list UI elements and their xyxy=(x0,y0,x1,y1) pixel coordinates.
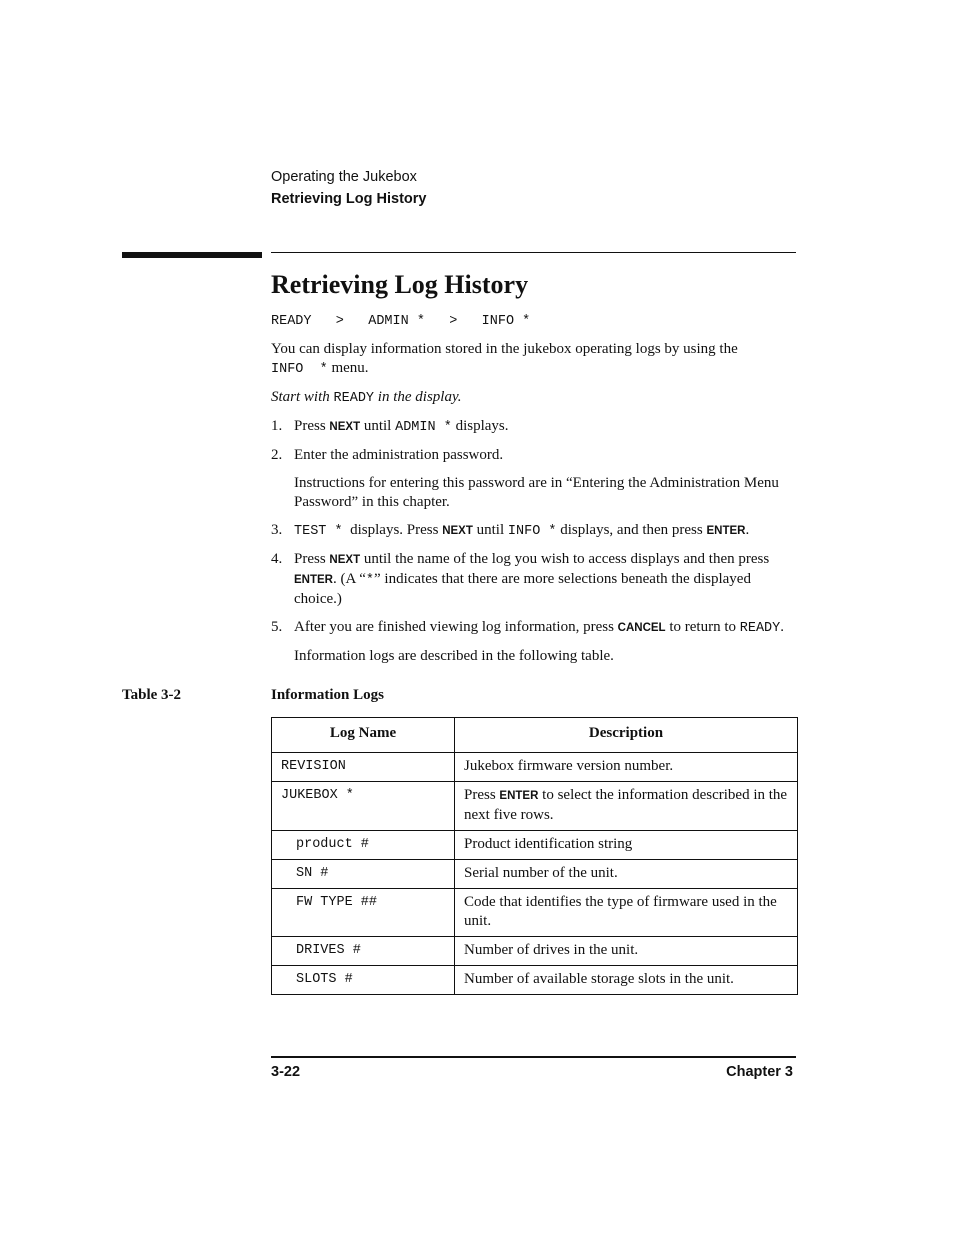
step-note: Instructions for entering this password are in “Entering the Administration Menu Password” in this chapter. xyxy=(294,475,779,510)
step-2 xyxy=(271,446,796,465)
key-next: NEXT xyxy=(442,525,473,537)
table-header-row xyxy=(272,718,798,753)
main-content xyxy=(271,268,796,675)
display-code: * xyxy=(365,573,375,588)
log-name-cell: SLOTS # xyxy=(272,966,455,995)
display-code: ADMIN * xyxy=(395,420,452,435)
step-4 xyxy=(271,550,796,609)
step-text: displays, and then press xyxy=(556,522,707,538)
table-intro xyxy=(271,647,796,666)
log-name-cell: product # xyxy=(272,831,455,860)
display-code: INFO * xyxy=(507,524,557,539)
start-prefix: Start with xyxy=(271,389,334,405)
table-row xyxy=(272,966,798,995)
step-text: to return to xyxy=(665,619,740,635)
log-name-cell: SN # xyxy=(272,860,455,889)
procedure-steps xyxy=(271,417,796,666)
step-text: until xyxy=(360,418,396,434)
section-rule-thin xyxy=(271,252,796,253)
intro-code: INFO * xyxy=(271,362,328,377)
step-text: . xyxy=(780,619,785,635)
step-number: 2. xyxy=(271,447,283,463)
table-caption-title: Information Logs xyxy=(271,687,384,703)
footer-rule xyxy=(271,1056,796,1058)
start-suffix: in the display. xyxy=(374,389,462,405)
start-code: READY xyxy=(333,391,375,406)
key-enter: ENTER xyxy=(499,790,539,802)
description-cell: Jukebox firmware version number. xyxy=(455,753,798,782)
column-header-log-name: Log Name xyxy=(272,718,455,753)
step-text: displays. xyxy=(451,418,509,434)
table-row xyxy=(272,831,798,860)
description-cell: Code that identifies the type of firmware used in the unit. xyxy=(455,889,798,937)
section-title: Retrieving Log History xyxy=(271,270,529,299)
step-text: until xyxy=(472,522,508,538)
information-logs-table xyxy=(271,717,798,995)
log-name-cell: FW TYPE ## xyxy=(272,889,455,937)
table-row xyxy=(272,753,798,782)
log-name-cell: DRIVES # xyxy=(272,937,455,966)
running-head xyxy=(271,166,427,210)
table-row xyxy=(272,860,798,889)
table-intro-text: Information logs are described in the following table. xyxy=(294,648,614,664)
step-text: Press xyxy=(294,551,330,567)
key-enter: ENTER xyxy=(706,525,746,537)
step-5 xyxy=(271,618,796,638)
step-text: . xyxy=(745,522,750,538)
log-name-cell: JUKEBOX * xyxy=(272,782,455,831)
log-name-cell: REVISION xyxy=(272,753,455,782)
display-code: READY xyxy=(739,621,781,636)
table-caption-number: Table 3-2 xyxy=(122,687,182,703)
running-head-section: Retrieving Log History xyxy=(271,191,427,207)
step-number: 3. xyxy=(271,522,283,538)
page-number: 3-22 xyxy=(271,1064,301,1080)
step-number: 5. xyxy=(271,619,283,635)
step-text: . (A “ xyxy=(332,571,366,587)
description-cell: Product identification string xyxy=(455,831,798,860)
description-cell: Number of drives in the unit. xyxy=(455,937,798,966)
description-text: Press xyxy=(464,787,500,803)
description-cell: Number of available storage slots in the unit. xyxy=(455,966,798,995)
description-text: to select the information described in the next five rows. xyxy=(464,787,788,823)
step-text: After you are finished viewing log information, press xyxy=(294,619,618,635)
column-header-description: Description xyxy=(455,718,798,753)
key-enter: ENTER xyxy=(294,574,333,586)
key-next: NEXT xyxy=(329,421,361,433)
step-text: Enter the administration password. xyxy=(294,447,504,463)
intro-text: You can display information stored in the jukebox operating logs by using the xyxy=(271,341,738,357)
display-code: TEST * xyxy=(294,524,343,539)
menu-path: READY > ADMIN * > INFO * xyxy=(271,314,531,329)
step-text: ” indicates that there are more selections beneath the displayed choice.) xyxy=(294,571,751,607)
step-text: until the name of the log you wish to access displays and then press xyxy=(360,551,770,567)
step-text: Press xyxy=(294,418,330,434)
step-2-note xyxy=(271,474,796,512)
table-row xyxy=(272,937,798,966)
step-number: 4. xyxy=(271,551,283,567)
key-next: NEXT xyxy=(329,554,361,566)
step-1 xyxy=(271,417,796,437)
table-row xyxy=(272,782,798,831)
step-text: displays. Press xyxy=(342,522,443,538)
table-row xyxy=(272,889,798,937)
key-cancel: CANCEL xyxy=(617,622,666,634)
running-head-chapter: Operating the Jukebox xyxy=(271,169,417,185)
start-instruction xyxy=(271,388,796,408)
chapter-label: Chapter 3 xyxy=(726,1064,793,1080)
step-number: 1. xyxy=(271,418,283,434)
description-cell xyxy=(455,782,798,831)
intro-text-end: menu. xyxy=(327,360,369,376)
description-cell: Serial number of the unit. xyxy=(455,860,798,889)
intro-paragraph xyxy=(271,340,796,379)
step-3 xyxy=(271,521,796,541)
section-rule-thick xyxy=(122,252,262,258)
